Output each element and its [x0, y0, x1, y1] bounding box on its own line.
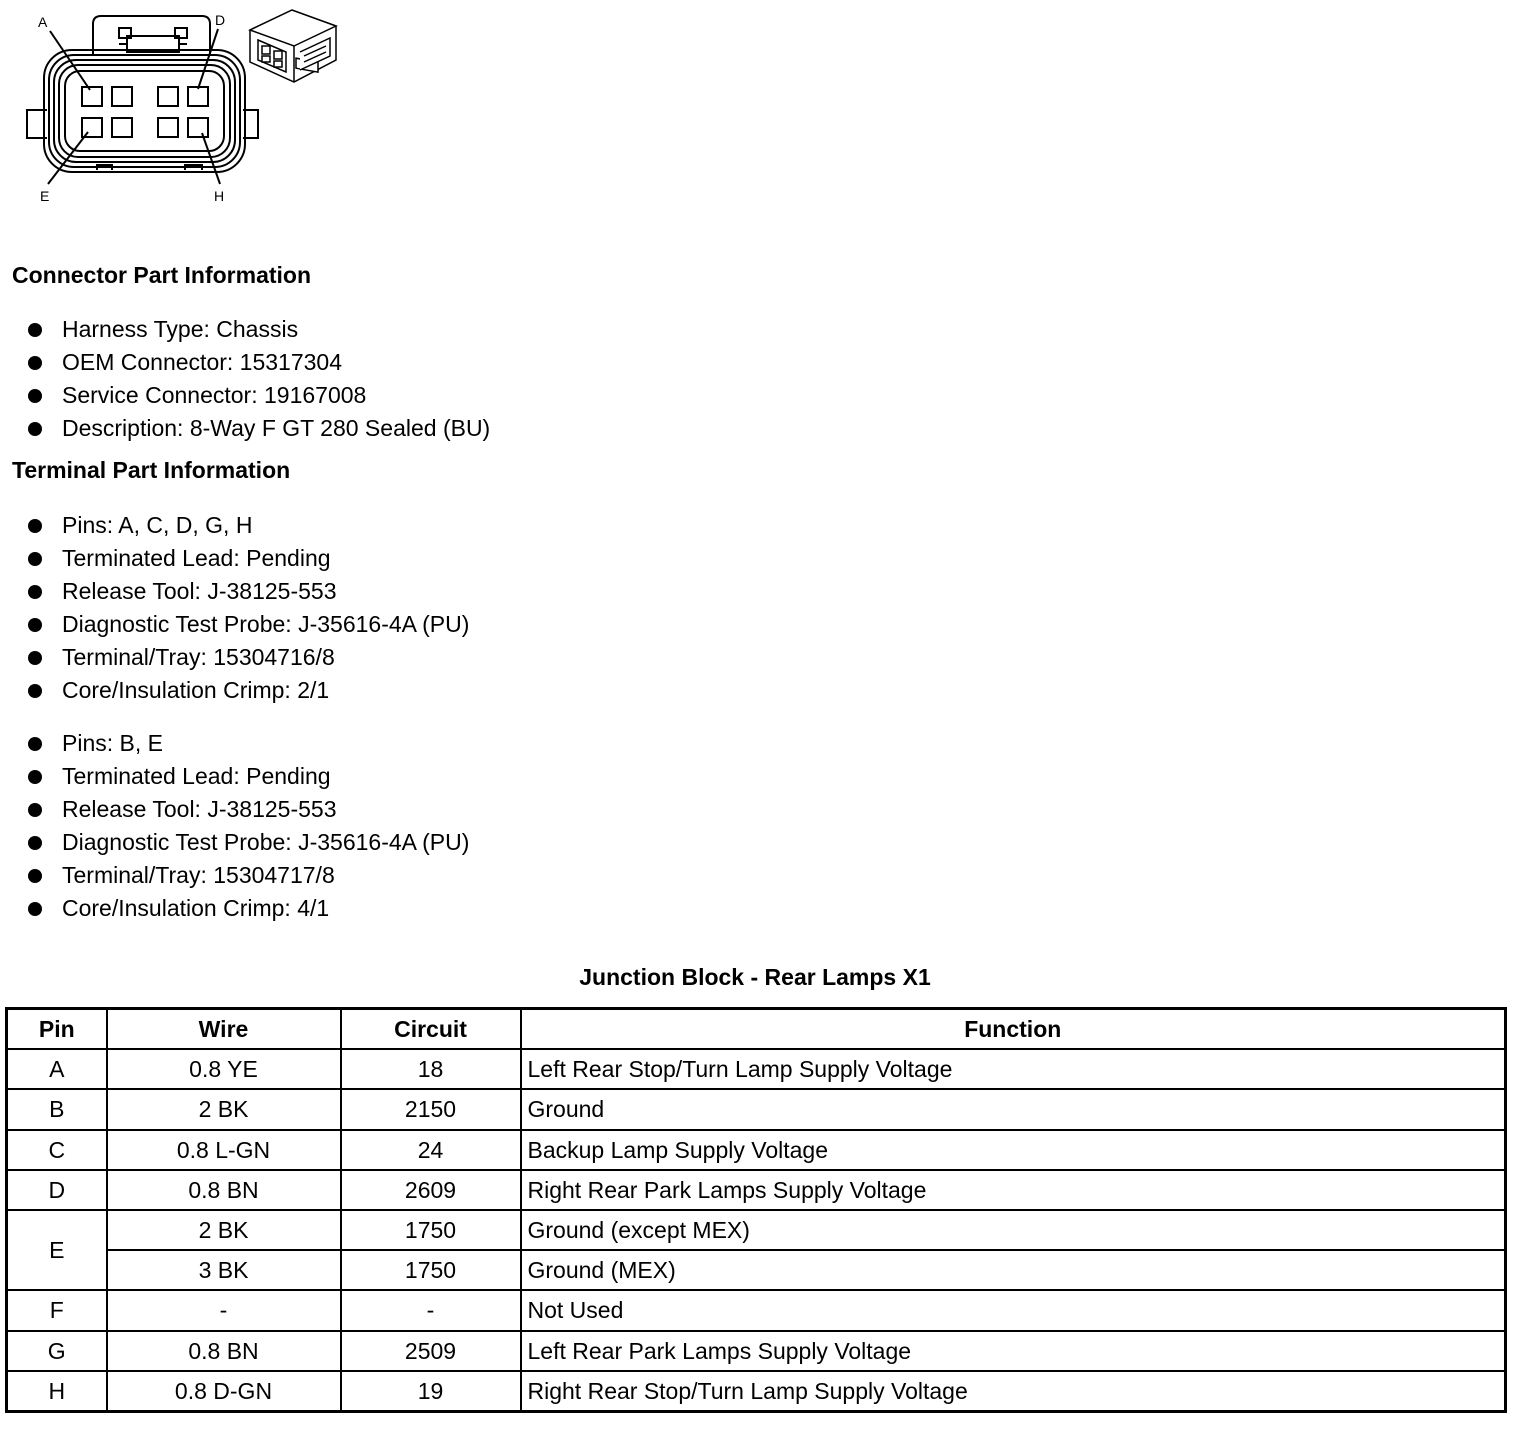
cell-function: Left Rear Stop/Turn Lamp Supply Voltage — [521, 1049, 1506, 1089]
bullet-icon — [28, 684, 42, 698]
cell-pin: C — [7, 1130, 107, 1170]
cell-pin: F — [7, 1290, 107, 1330]
table-row — [7, 1210, 1506, 1250]
pinout-table — [5, 1007, 1507, 1413]
list-item: Release Tool: J-38125-553 — [28, 575, 469, 608]
list-item: Core/Insulation Crimp: 2/1 — [28, 674, 469, 707]
cell-wire: 0.8 D-GN — [107, 1371, 341, 1412]
cell-function: Ground (MEX) — [521, 1250, 1506, 1290]
bullet-icon — [28, 519, 42, 533]
bullet-icon — [28, 836, 42, 850]
bullet-icon — [28, 323, 42, 337]
list-item: Terminated Lead: Pending — [28, 542, 469, 575]
terminal-info-title: Terminal Part Information — [12, 457, 291, 483]
table-row — [7, 1170, 1506, 1210]
bullet-icon — [28, 389, 42, 403]
cell-function: Ground (except MEX) — [521, 1210, 1506, 1250]
list-item: Pins: A, C, D, G, H — [28, 509, 469, 542]
table-row — [7, 1371, 1506, 1412]
pin-label-h: H — [214, 188, 225, 204]
list-item: Release Tool: J-38125-553 — [28, 793, 469, 826]
bullet-icon — [28, 803, 42, 817]
cell-function: Right Rear Park Lamps Supply Voltage — [521, 1170, 1506, 1210]
connector-diagram — [0, 0, 350, 215]
header-function: Function — [521, 1009, 1506, 1050]
bullet-icon — [28, 770, 42, 784]
cell-pin: D — [7, 1170, 107, 1210]
cell-wire: 3 BK — [107, 1250, 341, 1290]
cell-circuit: 2150 — [341, 1089, 521, 1129]
cell-wire: 0.8 L-GN — [107, 1130, 341, 1170]
cell-pin: A — [7, 1049, 107, 1089]
cell-circuit: 1750 — [341, 1210, 521, 1250]
bullet-icon — [28, 869, 42, 883]
cell-circuit: 24 — [341, 1130, 521, 1170]
cell-circuit: 19 — [341, 1371, 521, 1412]
cell-wire: - — [107, 1290, 341, 1330]
list-item: Terminal/Tray: 15304716/8 — [28, 641, 469, 674]
table-row — [7, 1250, 1506, 1290]
list-item: Core/Insulation Crimp: 4/1 — [28, 892, 469, 925]
pin-label-d: D — [215, 12, 226, 28]
cell-pin: E — [7, 1210, 107, 1290]
cell-wire: 2 BK — [107, 1210, 341, 1250]
cell-circuit: 18 — [341, 1049, 521, 1089]
pin-label-e: E — [40, 188, 50, 204]
cell-circuit: 2609 — [341, 1170, 521, 1210]
terminal-info-list-2 — [28, 727, 469, 925]
table-row — [7, 1089, 1506, 1129]
connector-info-list — [28, 313, 490, 445]
list-item: Diagnostic Test Probe: J-35616-4A (PU) — [28, 608, 469, 641]
bullet-icon — [28, 356, 42, 370]
table-title: Junction Block - Rear Lamps X1 — [579, 964, 931, 990]
table-row — [7, 1130, 1506, 1170]
list-item: Description: 8-Way F GT 280 Sealed (BU) — [28, 412, 490, 445]
pin-label-a: A — [38, 14, 48, 30]
table-row — [7, 1290, 1506, 1330]
bullet-icon — [28, 422, 42, 436]
cell-circuit: 1750 — [341, 1250, 521, 1290]
connector-info-title: Connector Part Information — [12, 262, 312, 288]
cell-wire: 0.8 BN — [107, 1331, 341, 1371]
bullet-icon — [28, 902, 42, 916]
header-pin: Pin — [7, 1009, 107, 1050]
list-item: OEM Connector: 15317304 — [28, 346, 490, 379]
bullet-icon — [28, 552, 42, 566]
cell-pin: H — [7, 1371, 107, 1412]
cell-function: Backup Lamp Supply Voltage — [521, 1130, 1506, 1170]
table-row — [7, 1331, 1506, 1371]
cell-function: Left Rear Park Lamps Supply Voltage — [521, 1331, 1506, 1371]
list-item: Harness Type: Chassis — [28, 313, 490, 346]
cell-circuit: 2509 — [341, 1331, 521, 1371]
cell-function: Ground — [521, 1089, 1506, 1129]
header-circuit: Circuit — [341, 1009, 521, 1050]
cell-function: Not Used — [521, 1290, 1506, 1330]
bullet-icon — [28, 651, 42, 665]
cell-wire: 2 BK — [107, 1089, 341, 1129]
connector-thumbnail — [250, 10, 336, 82]
header-wire: Wire — [107, 1009, 341, 1050]
terminal-info-list-1 — [28, 509, 469, 707]
table-header-row — [7, 1009, 1506, 1050]
table-row — [7, 1049, 1506, 1089]
bullet-icon — [28, 618, 42, 632]
list-item: Service Connector: 19167008 — [28, 379, 490, 412]
bullet-icon — [28, 585, 42, 599]
bullet-icon — [28, 737, 42, 751]
cell-circuit: - — [341, 1290, 521, 1330]
cell-wire: 0.8 YE — [107, 1049, 341, 1089]
list-item: Terminal/Tray: 15304717/8 — [28, 859, 469, 892]
list-item: Pins: B, E — [28, 727, 469, 760]
cell-function: Right Rear Stop/Turn Lamp Supply Voltage — [521, 1371, 1506, 1412]
list-item: Diagnostic Test Probe: J-35616-4A (PU) — [28, 826, 469, 859]
cell-pin: G — [7, 1331, 107, 1371]
list-item: Terminated Lead: Pending — [28, 760, 469, 793]
cell-pin: B — [7, 1089, 107, 1129]
cell-wire: 0.8 BN — [107, 1170, 341, 1210]
